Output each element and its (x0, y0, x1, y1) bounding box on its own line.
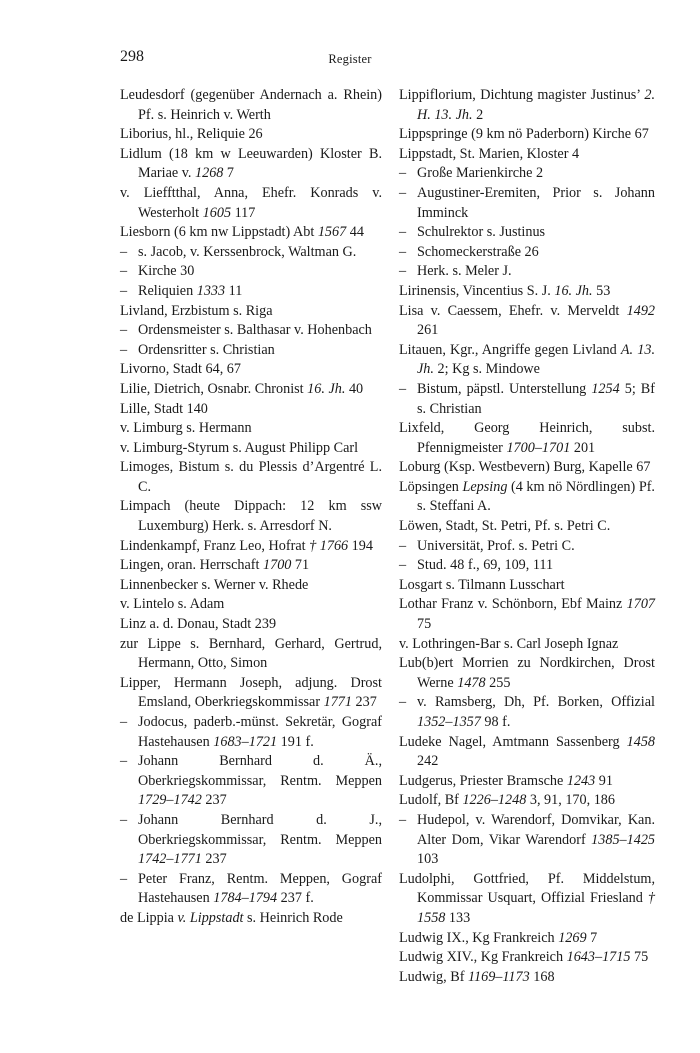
index-subentry (399, 556, 655, 576)
index-entry (399, 929, 655, 949)
entry-text: Kirche 30 (138, 263, 195, 280)
index-entry (120, 125, 382, 145)
index-entry (399, 576, 655, 596)
index-entry (399, 478, 655, 517)
entry-text: Ludeke Nagel, Amtmann Sassenberg (399, 733, 627, 750)
index-subentry (120, 713, 382, 752)
entry-text: Ludolf, Bf (399, 792, 463, 809)
entry-text: 5; Bf s. Christian (417, 380, 655, 417)
entry-text: Ludwig, Bf (399, 968, 468, 985)
entry-italic-text: 1683–1721 (213, 733, 278, 750)
index-entry (399, 948, 655, 968)
entry-text: 201 (570, 439, 596, 456)
entry-text: Lirinensis, Vincentius S. J. (399, 282, 555, 299)
entry-text: 237 f. (277, 890, 314, 907)
index-entry (120, 537, 382, 557)
entry-text: Lub(b)ert Morrien zu Nordkirchen, Drost Werne (399, 655, 655, 691)
index-entry (399, 145, 655, 165)
index-entry (399, 635, 655, 655)
entry-text: Livorno, Stadt 64, 67 (120, 361, 241, 378)
entry-text: zur Lippe s. Bernhard, Gerhard, Gertrud, Hermann, Otto, Simon (120, 635, 382, 672)
index-subentry (399, 223, 655, 243)
entry-italic-text: 1478 (457, 674, 486, 691)
entry-text: 117 (231, 204, 256, 221)
entry-italic-text: 1169–1173 (467, 968, 530, 985)
entry-text: Linnenbecker s. Werner v. Rhede (120, 576, 309, 593)
subentry-dash: – (399, 165, 407, 182)
entry-text: Lilie, Dietrich, Osnabr. Chronist (120, 380, 308, 397)
entry-text: 168 (529, 968, 555, 985)
entry-text: v. Lintelo s. Adam (120, 596, 225, 613)
subentry-dash: – (399, 694, 407, 711)
entry-italic-text: v. Lippstadt (177, 909, 244, 926)
index-entry (399, 282, 655, 302)
entry-text: 237 (201, 792, 227, 809)
entry-text: Jodocus, paderb.-münst. Sekretär, Gograf Hastehausen (138, 714, 382, 750)
entry-text: v. Limburg-Styrum s. August Philipp Carl (120, 439, 359, 456)
entry-italic-text: 2. H. 13. Jh. (417, 87, 655, 123)
index-subentry (399, 164, 655, 184)
subentry-dash: – (120, 322, 128, 339)
index-subentry (120, 262, 382, 282)
entry-text: Ludgerus, Priester Bramsche (399, 772, 567, 789)
index-entry (120, 909, 382, 929)
entry-text: Litauen, Kgr., Angriffe gegen Livland (399, 341, 621, 358)
index-entry (120, 419, 382, 439)
subentry-dash: – (120, 341, 128, 358)
entry-italic-text: 1458 (626, 733, 655, 750)
entry-text: 261 (417, 322, 439, 339)
entry-italic-text: 16. Jh. (307, 380, 346, 397)
subentry-dash: – (399, 243, 407, 260)
entry-text: 98 f. (480, 714, 511, 730)
entry-italic-text: 1700 (263, 557, 292, 574)
index-subentry (120, 811, 382, 870)
entry-text: Schulrektor s. Justinus (417, 224, 546, 241)
index-entry (120, 380, 382, 400)
entry-italic-text: 1567 (317, 224, 347, 241)
index-entry (120, 302, 382, 322)
entry-text: Limpach (heute Dippach: 12 km ssw Luxemburg) Herk. s. Arresdorf N. (120, 498, 382, 535)
subentry-dash: – (120, 263, 128, 280)
entry-text: v. Lothringen-Bar s. Carl Joseph Ignaz (399, 635, 619, 652)
entry-italic-text: 1643–1715 (566, 949, 631, 966)
index-entry (120, 556, 382, 576)
entry-text: Lixfeld, Georg Heinrich, subst. Pfennigmeister (399, 420, 655, 456)
entry-text: 255 (485, 674, 511, 691)
entry-italic-text: 1605 (202, 204, 232, 221)
entry-text: Herk. s. Meler J. (417, 263, 512, 280)
entry-text: Universität, Prof. s. Petri C. (417, 537, 575, 554)
entry-italic-text: 1700–1701 (506, 439, 571, 456)
entry-text: Liesborn (6 km nw Lippstadt) Abt (120, 224, 318, 241)
entry-italic-text: 1385–1425 (591, 831, 655, 848)
entry-italic-text: 1742–1771 (138, 851, 202, 868)
index-entry (120, 86, 382, 125)
entry-text: Schomeckerstraße 26 (417, 243, 539, 260)
index-entry (120, 145, 382, 184)
entry-italic-text: 1269 (558, 929, 587, 946)
index-entry (399, 791, 655, 811)
entry-text: Große Marienkirche 2 (417, 165, 544, 182)
index-subentry (120, 282, 382, 302)
subentry-dash: – (120, 811, 128, 828)
index-subentry (120, 321, 382, 341)
index-entry (120, 615, 382, 635)
subentry-dash: – (120, 714, 128, 730)
entry-text: 53 (592, 282, 611, 299)
entry-text: Lille, Stadt 140 (120, 400, 208, 417)
index-subentry (399, 537, 655, 557)
entry-italic-text: 1492 (626, 302, 655, 319)
entry-text: (4 km nö Nördlingen) Pf. s. Steffani A. (417, 478, 655, 515)
entry-text: 75 (630, 949, 649, 966)
subentry-dash: – (120, 282, 128, 299)
entry-italic-text: 1729–1742 (138, 792, 202, 809)
entry-text: Lippiflorium, Dichtung magister Justinus’ (399, 87, 645, 103)
entry-text: 71 (291, 557, 310, 574)
entry-text: 11 (225, 282, 243, 299)
entry-text: Lingen, oran. Herrschaft (120, 557, 263, 574)
entry-text: Hudepol, v. Warendorf, Domvikar, Kan. Alter Dom, Vikar Warendorf (417, 811, 655, 848)
entry-text: Liborius, hl., Reliquie 26 (120, 126, 263, 143)
entry-text: Ludwig XIV., Kg Frankreich (399, 949, 567, 966)
entry-text: s. Jacob, v. Kerssenbrock, Waltman G. (138, 243, 357, 260)
entry-text: Löpsingen (399, 478, 463, 495)
entry-italic-text: 1707 (626, 596, 655, 613)
entry-text: 3, 91, 170, 186 (526, 792, 615, 809)
index-column-right (399, 86, 655, 987)
entry-text: v. Ramsberg, Dh, Pf. Borken, Offizial (417, 694, 655, 711)
index-entry (399, 654, 655, 693)
entry-text: Stud. 48 f., 69, 109, 111 (417, 557, 554, 574)
entry-text: de Lippia (120, 909, 178, 926)
index-entry (399, 86, 655, 125)
entry-text: 242 (417, 753, 439, 770)
index-entry (120, 400, 382, 420)
entry-italic-text: 1784–1794 (213, 890, 278, 907)
running-title: Register (328, 52, 372, 66)
entry-text: v. Liefftthal, Anna, Ehefr. Konrads v. Westerholt (120, 184, 382, 221)
index-entry (399, 733, 655, 772)
index-entry (120, 360, 382, 380)
entry-text: Ordensmeister s. Balthasar v. Hohenbach (138, 322, 372, 339)
index-entry (399, 595, 655, 634)
index-entry (399, 419, 655, 458)
entry-text: s. Heinrich Rode (243, 909, 343, 926)
index-entry (399, 517, 655, 537)
index-entry (120, 635, 382, 674)
index-entry (399, 870, 655, 929)
entry-italic-text: 1771 (323, 694, 352, 711)
entry-text: v. Limburg s. Hermann (120, 420, 252, 437)
subentry-dash: – (399, 557, 407, 574)
index-entry (399, 341, 655, 380)
index-subentry (399, 262, 655, 282)
entry-text: 40 (345, 380, 364, 397)
entry-text: Johann Bernhard d. J., Oberkriegskommissar, Rentm. Meppen (138, 811, 382, 848)
entry-text: Lippspringe (9 km nö Paderborn) Kirche 67 (399, 126, 649, 143)
subentry-dash: – (399, 224, 407, 241)
subentry-dash: – (399, 811, 407, 828)
entry-text: Lippstadt, St. Marien, Kloster 4 (399, 145, 580, 162)
subentry-dash: – (120, 243, 128, 260)
entry-text: 237 (201, 851, 227, 868)
entry-text: Loburg (Ksp. Westbevern) Burg, Kapelle 67 (399, 459, 651, 476)
entry-italic-text: 1352–1357 (417, 714, 481, 730)
index-subentry (399, 184, 655, 223)
entry-text: 2 (472, 106, 484, 123)
entry-text: Lipper, Hermann Joseph, adjung. Drost Emsland, Oberkriegskommissar (120, 674, 382, 711)
entry-text: 7 (223, 165, 235, 182)
entry-text: Losgart s. Tilmann Lusschart (399, 576, 565, 593)
entry-text: 133 (445, 909, 471, 926)
index-subentry (120, 752, 382, 811)
index-entry (120, 674, 382, 713)
entry-text: 237 (351, 694, 377, 711)
index-subentry (399, 811, 655, 870)
index-column-left (120, 86, 382, 929)
entry-italic-text: A. 13. Jh. (417, 341, 656, 378)
index-entry (120, 439, 382, 459)
entry-italic-text: Lepsing (462, 478, 508, 495)
index-entry (399, 458, 655, 478)
index-entry (120, 223, 382, 243)
index-entry (120, 458, 382, 497)
index-entry (399, 968, 655, 988)
entry-text: 103 (417, 851, 439, 868)
index-entry (120, 576, 382, 596)
index-subentry (399, 380, 655, 419)
index-entry (399, 772, 655, 792)
index-subentry (399, 693, 655, 732)
entry-text: Lidlum (18 km w Leeuwarden) Kloster B. Mariae v. (120, 145, 382, 182)
index-entry (120, 497, 382, 536)
index-entry (399, 125, 655, 145)
subentry-dash: – (399, 263, 407, 280)
entry-italic-text: 1243 (566, 772, 596, 789)
entry-text: Löwen, Stadt, St. Petri, Pf. s. Petri C. (399, 518, 611, 535)
entry-text: Johann Bernhard d. Ä., Oberkriegskommissar, Rentm. Meppen (138, 753, 382, 789)
entry-text: 91 (595, 772, 613, 789)
entry-text: Augustiner-Eremiten, Prior s. Johann Imminck (417, 184, 655, 221)
entry-text: Linz a. d. Donau, Stadt 239 (120, 616, 277, 633)
entry-text: Ludwig IX., Kg Frankreich (399, 929, 559, 946)
entry-text: 194 (348, 537, 373, 554)
entry-text: Bistum, päpstl. Unterstellung (417, 380, 592, 397)
entry-italic-text: 16. Jh. (554, 282, 593, 299)
entry-italic-text: 1333 (196, 282, 226, 299)
subentry-dash: – (399, 537, 407, 554)
entry-text: Livland, Erzbistum s. Riga (120, 302, 273, 319)
subentry-dash: – (120, 753, 128, 770)
index-entry (120, 595, 382, 615)
subentry-dash: – (120, 870, 128, 887)
subentry-dash: – (399, 380, 407, 397)
entry-text: 2; Kg s. Mindowe (433, 361, 540, 378)
index-entry (399, 302, 655, 341)
index-subentry (399, 243, 655, 263)
index-subentry (120, 341, 382, 361)
index-subentry (120, 870, 382, 909)
entry-italic-text: 1226–1248 (462, 792, 527, 809)
entry-text: 44 (346, 224, 364, 241)
entry-text: 7 (586, 929, 598, 946)
entry-text: 191 f. (277, 733, 314, 750)
entry-italic-text: † 1558 (417, 890, 655, 926)
entry-text: Reliquien (138, 282, 197, 299)
entry-text: Peter Franz, Rentm. Meppen, Gograf Hastehausen (138, 870, 382, 907)
entry-text: Ordensritter s. Christian (138, 341, 275, 358)
index-entry (120, 184, 382, 223)
entry-italic-text: 1254 (591, 380, 620, 397)
entry-text: Lothar Franz v. Schönborn, Ebf Mainz (399, 596, 627, 613)
entry-italic-text: 1268 (195, 165, 224, 182)
entry-text: Leudesdorf (gegenüber Andernach a. Rhein) Pf. s. Heinrich v. Werth (120, 87, 382, 123)
subentry-dash: – (399, 184, 407, 201)
entry-text: 75 (417, 616, 432, 633)
entry-text: Ludolphi, Gottfried, Pf. Middelstum, Kommissar Usquart, Offizial Friesland (399, 870, 655, 907)
entry-text: Limoges, Bistum s. du Plessis d’Argentré L. C. (120, 459, 382, 495)
entry-text: Lindenkampf, Franz Leo, Hofrat (120, 537, 310, 554)
entry-text: Lisa v. Caessem, Ehefr. v. Merveldt (399, 302, 627, 319)
entry-italic-text: † 1766 (309, 537, 349, 554)
page-number: 298 (120, 48, 144, 65)
index-subentry (120, 243, 382, 263)
